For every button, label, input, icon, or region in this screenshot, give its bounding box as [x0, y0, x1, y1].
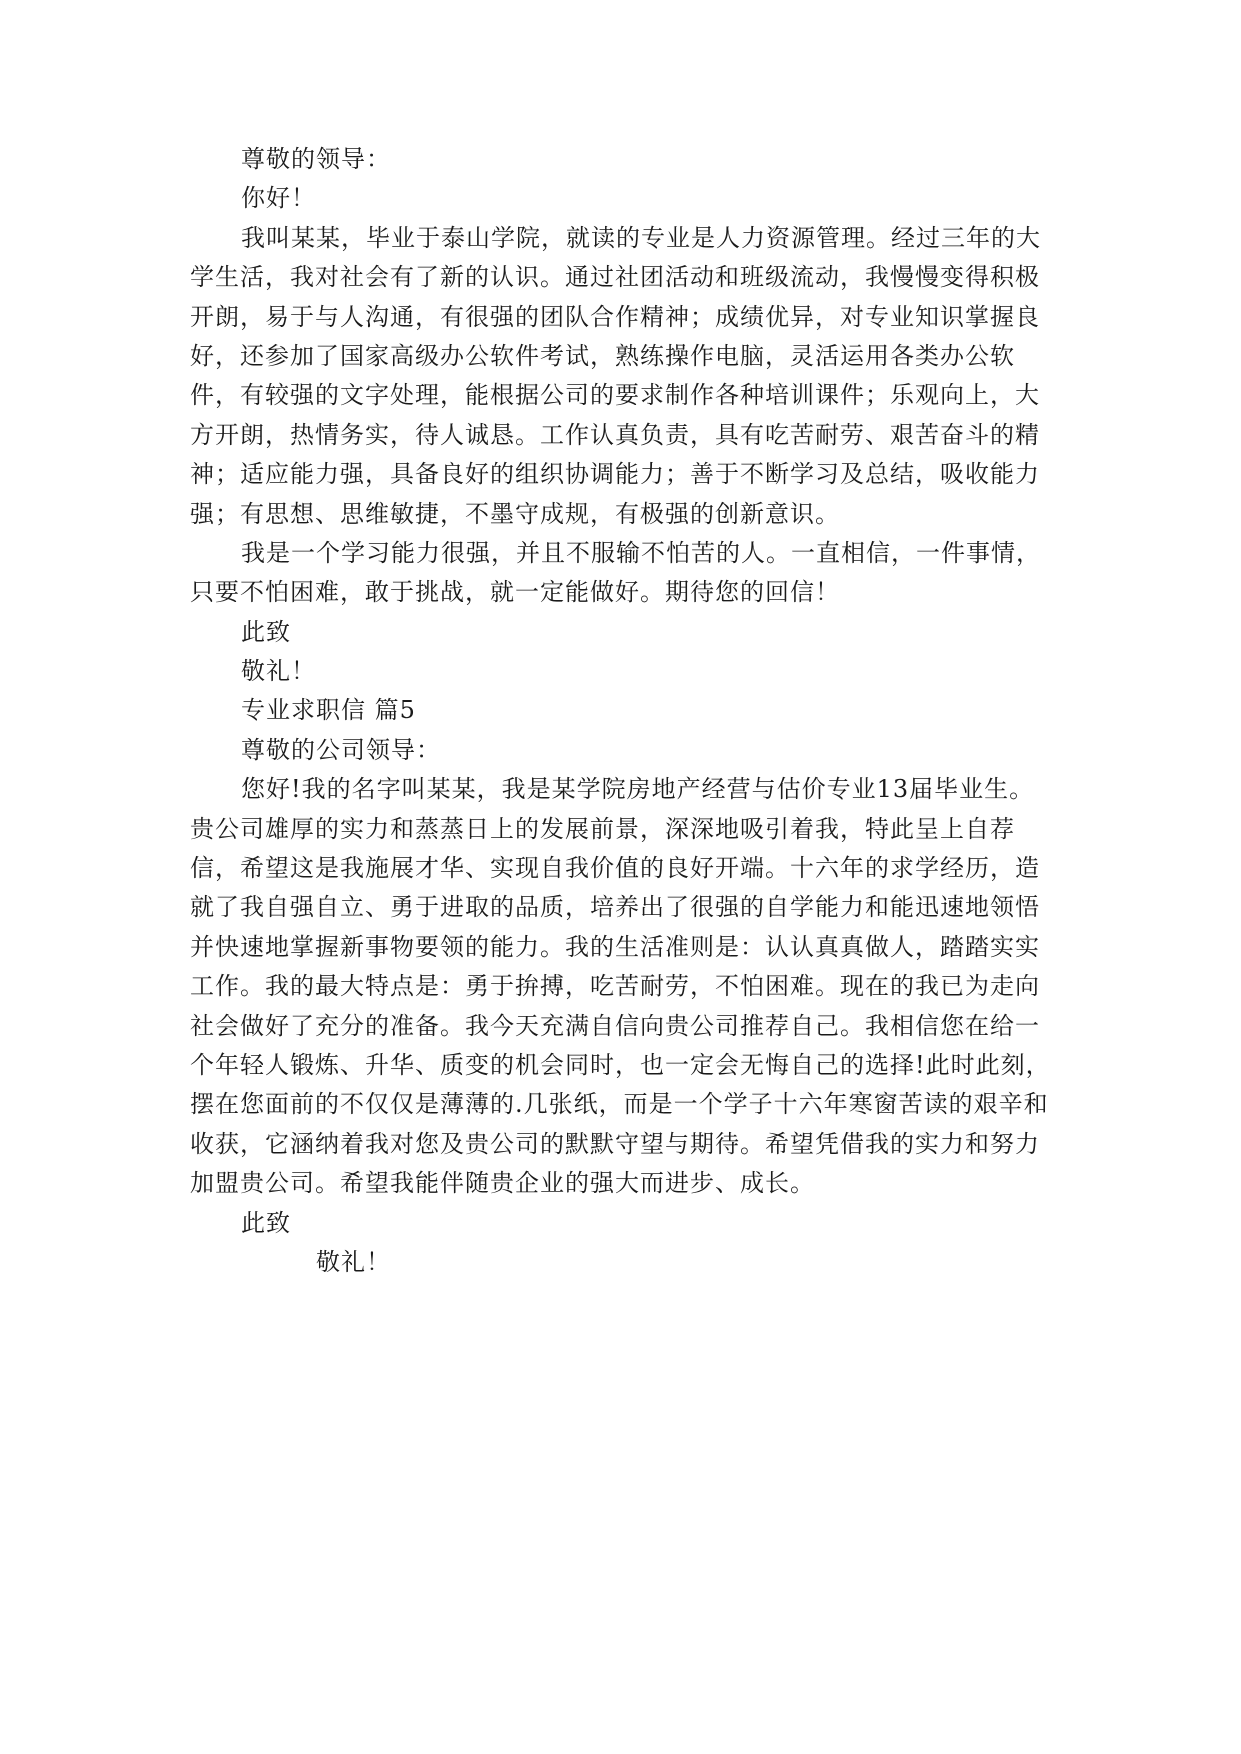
closing: 此致: [241, 617, 291, 646]
paragraph-line: 学生活，我对社会有了新的认识。通过社团活动和班级流动，我慢慢变得积极: [190, 263, 1040, 292]
salutation: 尊敬的领导：: [241, 145, 391, 173]
regards: 敬礼！: [241, 657, 316, 686]
paragraph-line: 就了我自强自立、勇于进取的品质，培养出了很强的自学能力和能迅速地领悟: [190, 893, 1040, 922]
paragraph-line: 神；适应能力强，具备良好的组织协调能力；善于不断学习及总结，吸收能力: [190, 460, 1040, 489]
paragraph-line: 件，有较强的文字处理，能根据公司的要求制作各种培训课件；乐观向上，大: [190, 381, 1040, 410]
paragraph-line: 强；有思想、思维敏捷，不墨守成规，有极强的创新意识。: [190, 499, 840, 528]
paragraph-line: 加盟贵公司。希望我能伴随贵企业的强大而进步、成长。: [190, 1169, 815, 1198]
section-title: 专业求职信 篇5: [241, 696, 416, 725]
salutation: 尊敬的公司领导：: [241, 735, 441, 764]
paragraph-line: 您好!我的名字叫某某，我是某学院房地产经营与估价专业13届毕业生。: [241, 775, 1035, 804]
closing: 此致: [241, 1208, 291, 1237]
paragraph-line: 方开朗，热情务实，待人诚恳。工作认真负责，具有吃苦耐劳、艰苦奋斗的精: [190, 420, 1040, 449]
letter-1: [190, 140, 1070, 1282]
paragraph-line: 信，希望这是我施展才华、实现自我价值的良好开端。十六年的求学经历，造: [190, 854, 1040, 883]
paragraph-line: 收获，它涵纳着我对您及贵公司的默默守望与期待。希望凭借我的实力和努力: [190, 1129, 1040, 1158]
regards: 敬礼！: [316, 1247, 391, 1276]
paragraph-line: 开朗，易于与人沟通，有很强的团队合作精神；成绩优异，对专业知识掌握良: [190, 302, 1040, 331]
paragraph-line: 贵公司雄厚的实力和蒸蒸日上的发展前景，深深地吸引着我，特此呈上自荐: [190, 814, 1015, 843]
paragraph-line: 个年轻人锻炼、升华、质变的机会同时，也一定会无悔自己的选择!此时此刻，: [190, 1050, 1051, 1079]
greeting: 你好！: [241, 184, 316, 213]
paragraph-line: 工作。我的最大特点是：勇于拚搏，吃苦耐劳，不怕困难。现在的我已为走向: [190, 972, 1040, 1001]
paragraph-line: 社会做好了充分的准备。我今天充满自信向贵公司推荐自己。我相信您在给一: [190, 1011, 1040, 1040]
paragraph-line: 我叫某某，毕业于泰山学院，就读的专业是人力资源管理。经过三年的大: [241, 223, 1041, 252]
paragraph-line: 好，还参加了国家高级办公软件考试，熟练操作电脑，灵活运用各类办公软: [190, 341, 1015, 370]
paragraph-line: 并快速地掌握新事物要领的能力。我的生活准则是：认认真真做人，踏踏实实: [190, 932, 1040, 961]
paragraph-line: 摆在您面前的不仅仅是薄薄的.几张纸，而是一个学子十六年寒窗苦读的艰辛和: [190, 1090, 1049, 1119]
paragraph-line: 我是一个学习能力很强，并且不服输不怕苦的人。一直相信，一件事情，: [241, 538, 1041, 567]
paragraph-line: 只要不怕困难，敢于挑战，就一定能做好。期待您的回信！: [190, 578, 840, 607]
